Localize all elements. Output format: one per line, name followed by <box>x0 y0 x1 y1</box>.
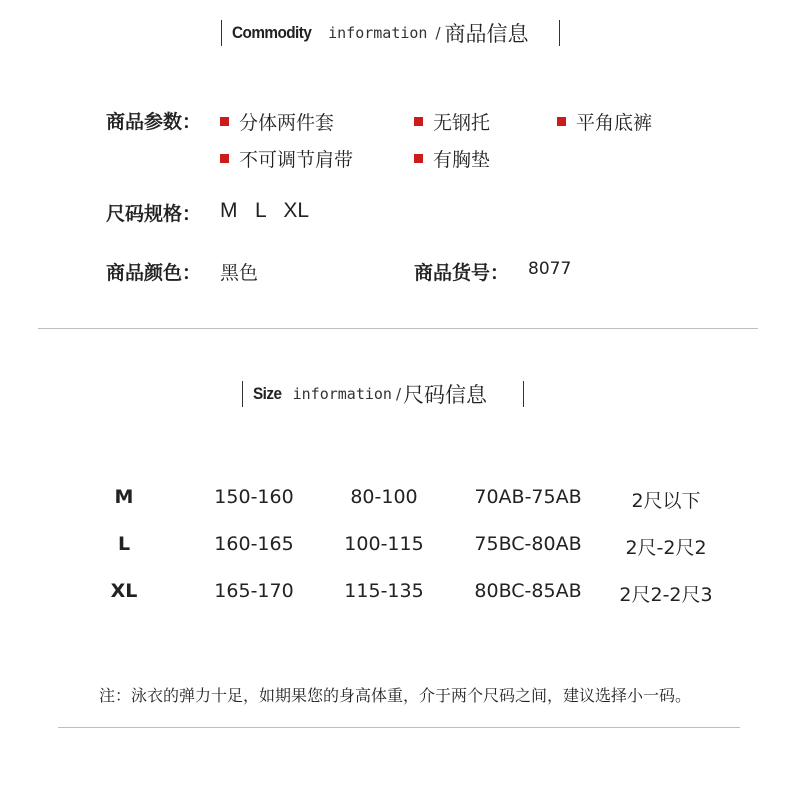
table-cell: 2尺2-2尺3 <box>619 584 713 606</box>
product-params-label: 商品参数： <box>106 111 202 133</box>
table-cell: 2尺-2尺2 <box>625 537 707 559</box>
header-title-cn: 商品信息 <box>444 22 529 46</box>
table-cell: XL <box>110 580 138 602</box>
table-cell: 2尺以下 <box>631 490 701 512</box>
feature-text: 无钢托 <box>433 112 491 134</box>
table-cell: 70AB-75AB <box>474 486 582 508</box>
red-square-icon <box>220 117 229 126</box>
header-title-bold: Commodity <box>232 23 312 42</box>
size-spec-value: M L XL <box>220 199 310 222</box>
bottom-divider <box>58 727 740 728</box>
feature-item <box>220 145 353 172</box>
table-cell: 115-135 <box>344 580 424 602</box>
feature-text: 不可调节肩带 <box>239 149 354 171</box>
color-value: 黑色 <box>220 262 259 284</box>
header-title-cn: 尺码信息 <box>403 383 488 407</box>
header-right-bar <box>559 20 560 46</box>
size-spec-label: 尺码规格： <box>106 203 202 225</box>
header-slash: / <box>395 385 402 403</box>
table-cell: 150-160 <box>214 486 294 508</box>
size-note: 注：泳衣的弹力十足，如期果您的身高体重，介于两个尺码之间，建议选择小一码。 <box>98 686 691 705</box>
table-cell: 75BC-80AB <box>474 533 582 555</box>
header-title-bold: Size <box>253 384 282 403</box>
table-cell: 80BC-85AB <box>474 580 582 602</box>
feature-text: 分体两件套 <box>239 112 335 134</box>
header-slash: / <box>435 24 441 42</box>
header-left-bar <box>242 381 243 407</box>
table-cell: 100-115 <box>344 533 424 555</box>
red-square-icon <box>557 117 566 126</box>
table-cell: 165-170 <box>214 580 294 602</box>
red-square-icon <box>414 154 423 163</box>
commodity-info-header <box>221 18 560 48</box>
feature-item <box>414 145 490 172</box>
section-divider <box>38 328 758 329</box>
header-title-light: information <box>292 385 392 403</box>
header-left-bar <box>221 20 222 46</box>
size-info-header <box>242 379 524 409</box>
header-title-light: information <box>328 24 428 42</box>
color-label: 商品颜色： <box>106 262 202 284</box>
red-square-icon <box>220 154 229 163</box>
feature-item <box>414 108 490 135</box>
table-cell: L <box>117 533 131 555</box>
feature-item <box>220 108 334 135</box>
table-cell: 80-100 <box>350 486 418 508</box>
sku-label: 商品货号： <box>414 262 510 284</box>
feature-text: 平角底裤 <box>576 112 653 134</box>
feature-item <box>557 108 652 135</box>
red-square-icon <box>414 117 423 126</box>
sku-value: 8077 <box>528 259 572 279</box>
table-cell: M <box>114 486 134 508</box>
header-right-bar <box>523 381 524 407</box>
table-cell: 160-165 <box>214 533 294 555</box>
feature-text: 有胸垫 <box>433 149 491 171</box>
